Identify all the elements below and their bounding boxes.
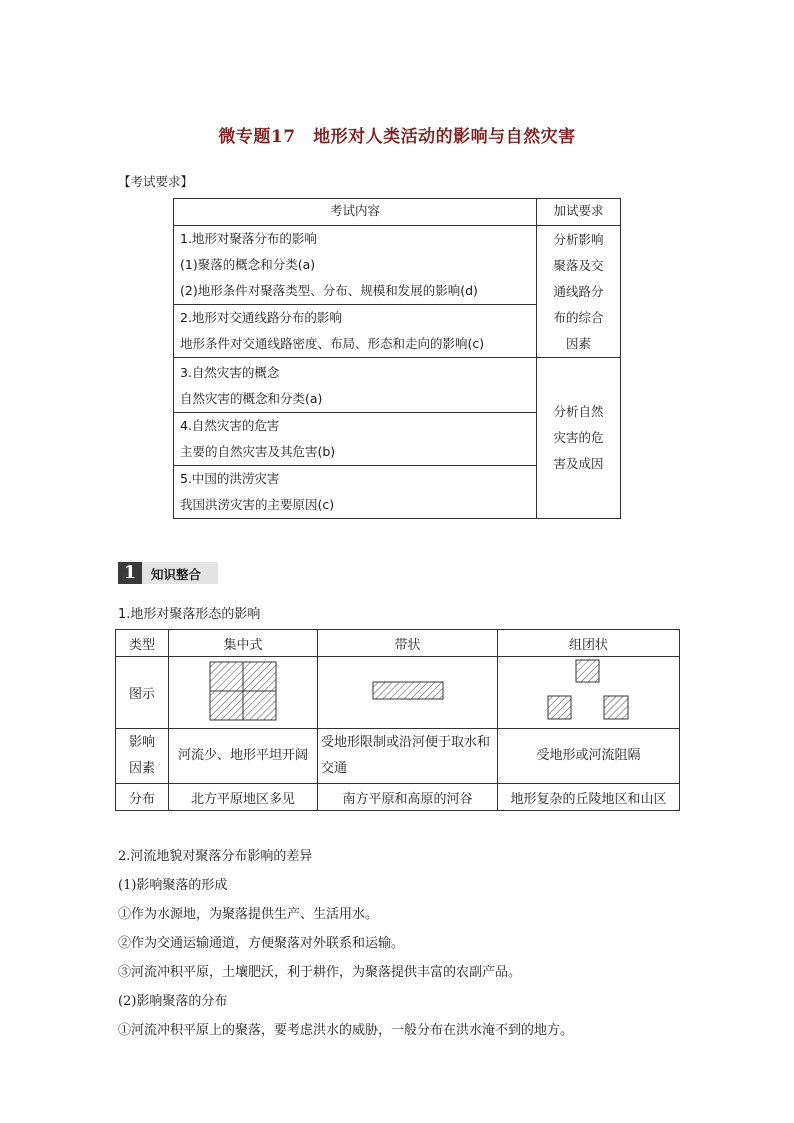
header-strip: 带状 [318,630,498,657]
paragraph-1b: ②作为交通运输通道，方便聚落对外联系和运输。 [118,936,405,951]
requirement-item-5: 5.中国的洪涝灾害 我国洪涝灾害的主要原因(c) [174,466,537,519]
page-title: 微专题17 地形对人类活动的影响与自然灾害 [218,127,576,147]
row-label-diagram: 图示 [116,657,169,729]
section-number: 1 [118,562,142,584]
paragraph-1a: ①作为水源地，为聚落提供生产、生活用水。 [118,907,379,922]
paragraph-2-heading: (2)影响聚落的分布 [118,994,228,1009]
header-cluster: 组团状 [498,630,680,657]
dist-cluster: 地形复杂的丘陵地区和山区 [498,784,680,811]
header-concentrated: 集中式 [169,630,318,657]
row-label-factor: 影响 因素 [116,729,169,784]
settlement-morphology-table [115,629,680,811]
section-title: 知识整合 [151,567,202,582]
requirement-item-1: 1.地形对聚落分布的影响 (1)聚落的概念和分类(a) (2)地形条件对聚落类型、分布、规模和发展的影响(d) [174,226,537,305]
diagram-concentrated [169,657,318,729]
header-content: 考试内容 [174,199,537,226]
extra-requirement-1: 分析影响 聚落及交 通线路分 布的综合 因素 [537,226,621,358]
dist-strip: 南方平原和高原的河谷 [318,784,498,811]
requirement-item-2: 2.地形对交通线路分布的影响 地形条件对交通线路密度、布局、形态和走向的影响(c) [174,305,537,358]
exam-requirements-table [173,198,621,519]
paragraph-1-heading: (1)影响聚落的形成 [118,878,228,893]
diagram-cluster [498,657,680,729]
requirement-item-4: 4.自然灾害的危害 主要的自然灾害及其危害(b) [174,413,537,466]
requirement-item-3: 3.自然灾害的概念 自然灾害的概念和分类(a) [174,358,537,413]
header-type: 类型 [116,630,169,657]
paragraph-1c: ③河流冲积平原，土壤肥沃，利于耕作，为聚落提供丰富的农副产品。 [118,965,522,980]
factor-strip: 受地形限制或沿河便于取水和交通 [318,729,498,784]
subtitle-1: 1.地形对聚落形态的影响 [118,607,261,622]
body-text [118,842,698,1045]
subtitle-2: 2.河流地貌对聚落分布影响的差异 [118,849,313,864]
concentrated-settlement-diagram [209,661,277,721]
extra-requirement-2: 分析自然 灾害的危 害及成因 [537,358,621,519]
paragraph-2a: ①河流冲积平原上的聚落，要考虑洪水的威胁，一般分布在洪水淹不到的地方。 [118,1023,574,1038]
exam-requirements-label: 【考试要求】 [118,174,194,189]
row-label-distribution: 分布 [116,784,169,811]
factor-cluster: 受地形或河流阻隔 [498,729,680,784]
factor-concentrated: 河流少、地形平坦开阔 [169,729,318,784]
diagram-strip [318,657,498,729]
strip-settlement-diagram [372,681,444,701]
dist-concentrated: 北方平原地区多见 [169,784,318,811]
header-extra: 加试要求 [537,199,621,226]
cluster-settlement-diagram [547,659,631,723]
